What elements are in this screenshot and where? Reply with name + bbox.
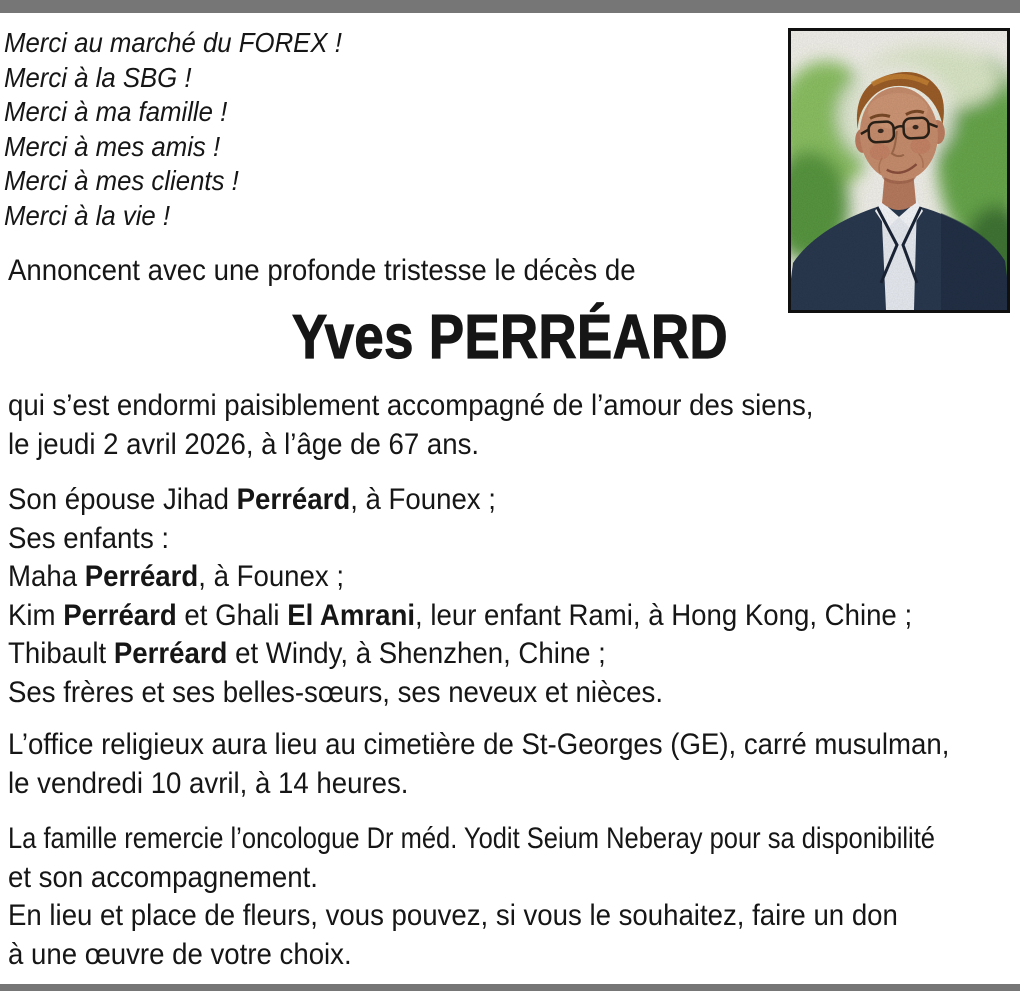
family-paragraph (8, 481, 991, 712)
acknowledgement-line: La famille remercie l’oncologue Dr méd. Yodit Seium Neberay pour sa disponibilité (8, 822, 935, 855)
acknowledgement-line: à une œuvre de votre choix. (8, 937, 352, 971)
service-line: L’office religieux aura lieu au cimetière de St-Georges (GE), carré musulman, (8, 728, 950, 761)
announcement-text: Annoncent avec une profonde tristesse le décès de (8, 254, 636, 287)
thanks-line: Merci à mes clients ! (4, 165, 239, 196)
family-line-spouse: Son épouse Jihad Perréard, à Founex ; (8, 483, 496, 516)
top-rule (0, 0, 1020, 13)
thanks-line: Merci à la SBG ! (4, 61, 192, 93)
thanks-line: Merci à mes amis ! (4, 130, 221, 162)
thanks-line: Merci au marché du FOREX ! (4, 27, 342, 58)
service-paragraph (8, 726, 1020, 803)
death-line: le jeudi 2 avril 2026, à l’âge de 67 ans. (8, 427, 480, 461)
family-line-child: Kim Perréard et Ghali El Amrani, leur enfant Rami, à Hong Kong, Chine ; (8, 598, 913, 632)
thanks-messages (4, 26, 371, 233)
death-paragraph (8, 387, 883, 464)
thanks-line: Merci à ma famille ! (4, 96, 228, 127)
death-line: qui s’est endormi paisiblement accompagné de l’amour des siens, (8, 389, 814, 422)
portrait-photo (788, 28, 1010, 313)
bottom-rule (0, 984, 1020, 991)
family-line-child: Maha Perréard, à Founex ; (8, 560, 345, 593)
acknowledgement-line: En lieu et place de fleurs, vous pouvez, si vous le souhaitez, faire un don (8, 899, 898, 932)
service-line: le vendredi 10 avril, à 14 heures. (8, 766, 409, 800)
acknowledgement-line: et son accompagnement. (8, 860, 318, 894)
thanks-line: Merci à la vie ! (4, 199, 171, 231)
family-line-siblings: Ses frères et ses belles-sœurs, ses neveux et nièces. (8, 675, 664, 709)
deceased-name: Yves PERRÉARD (291, 303, 729, 372)
family-line-children-heading: Ses enfants : (8, 521, 170, 555)
acknowledgement-paragraph (8, 820, 1020, 974)
portrait-illustration (791, 31, 1007, 310)
family-line-child: Thibault Perréard et Windy, à Shenzhen, Chine ; (8, 637, 606, 670)
